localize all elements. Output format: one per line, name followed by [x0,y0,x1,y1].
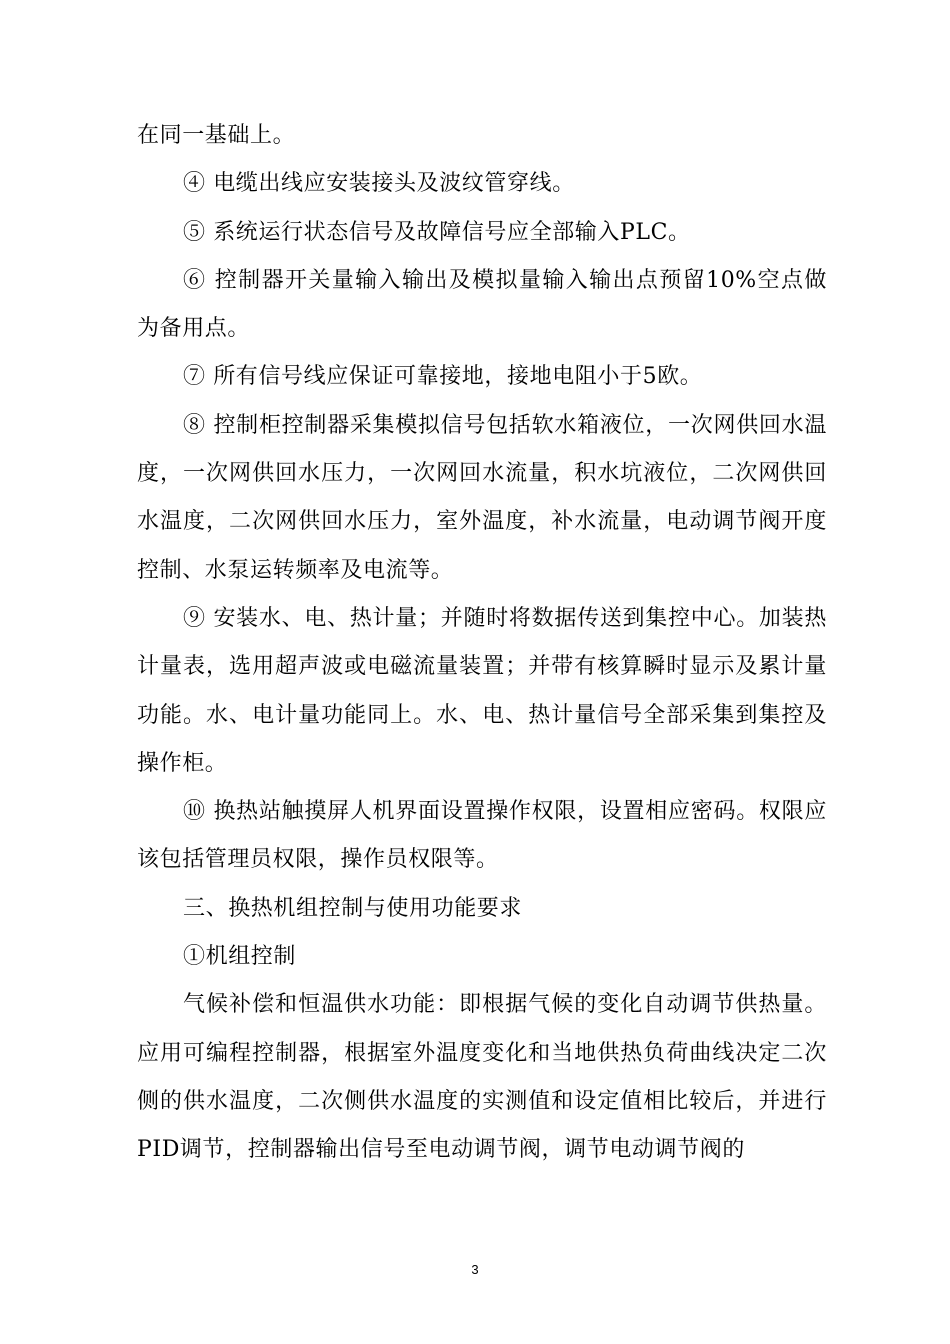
paragraph-item-9: ⑨ 安装水、电、热计量；并随时将数据传送到集控中心。加装热计量表，选用超声波或电磁流量装置；并带有核算瞬时显示及累计量功能。水、电计量功能同上。水、电、热计量信号全部采集到集控及操作柜。 [137,605,827,776]
body-text [137,112,827,1175]
page-number: 3 [471,1262,479,1277]
paragraph-item-4: ④ 电缆出线应安装接头及波纹管穿线。 [183,171,575,197]
paragraph-item-8: ⑧ 控制柜控制器采集模拟信号包括软水箱液位，一次网供回水温度，一次网供回水压力，一次网回水流量，积水坑液位，二次网供回水温度，二次网供回水压力，室外温度，补水流量，电动调节阀开度控制、水泵运转频率及电流等。 [137,412,827,583]
paragraph-item-7: ⑦ 所有信号线应保证可靠接地，接地电阻小于5欧。 [183,364,703,390]
section-heading: 三、换热机组控制与使用功能要求 [183,895,523,921]
paragraph-item-6: ⑥ 控制器开关量输入输出及模拟量输入输出点预留10%空点做为备用点。 [137,267,827,342]
paragraph-item-10: ⑩ 换热站触摸屏人机界面设置操作权限，设置相应密码。权限应该包括管理员权限，操作员权限等。 [137,799,827,873]
paragraph-item-5: ⑤ 系统运行状态信号及故障信号应全部输入PLC。 [183,219,691,245]
paragraph-continuation: 在同一基础上。 [137,123,296,148]
subsection-heading: ①机组控制 [183,944,297,970]
paragraph-climate-compensation: 气候补偿和恒温供水功能：即根据气候的变化自动调节供热量。应用可编程控制器，根据室外温度变化和当地供热负荷曲线决定二次侧的供水温度，二次侧供水温度的实测值和设定值相比较后，并进行PID调节，控制器输出信号至电动调节阀，调节电动调节阀的 [137,992,827,1163]
